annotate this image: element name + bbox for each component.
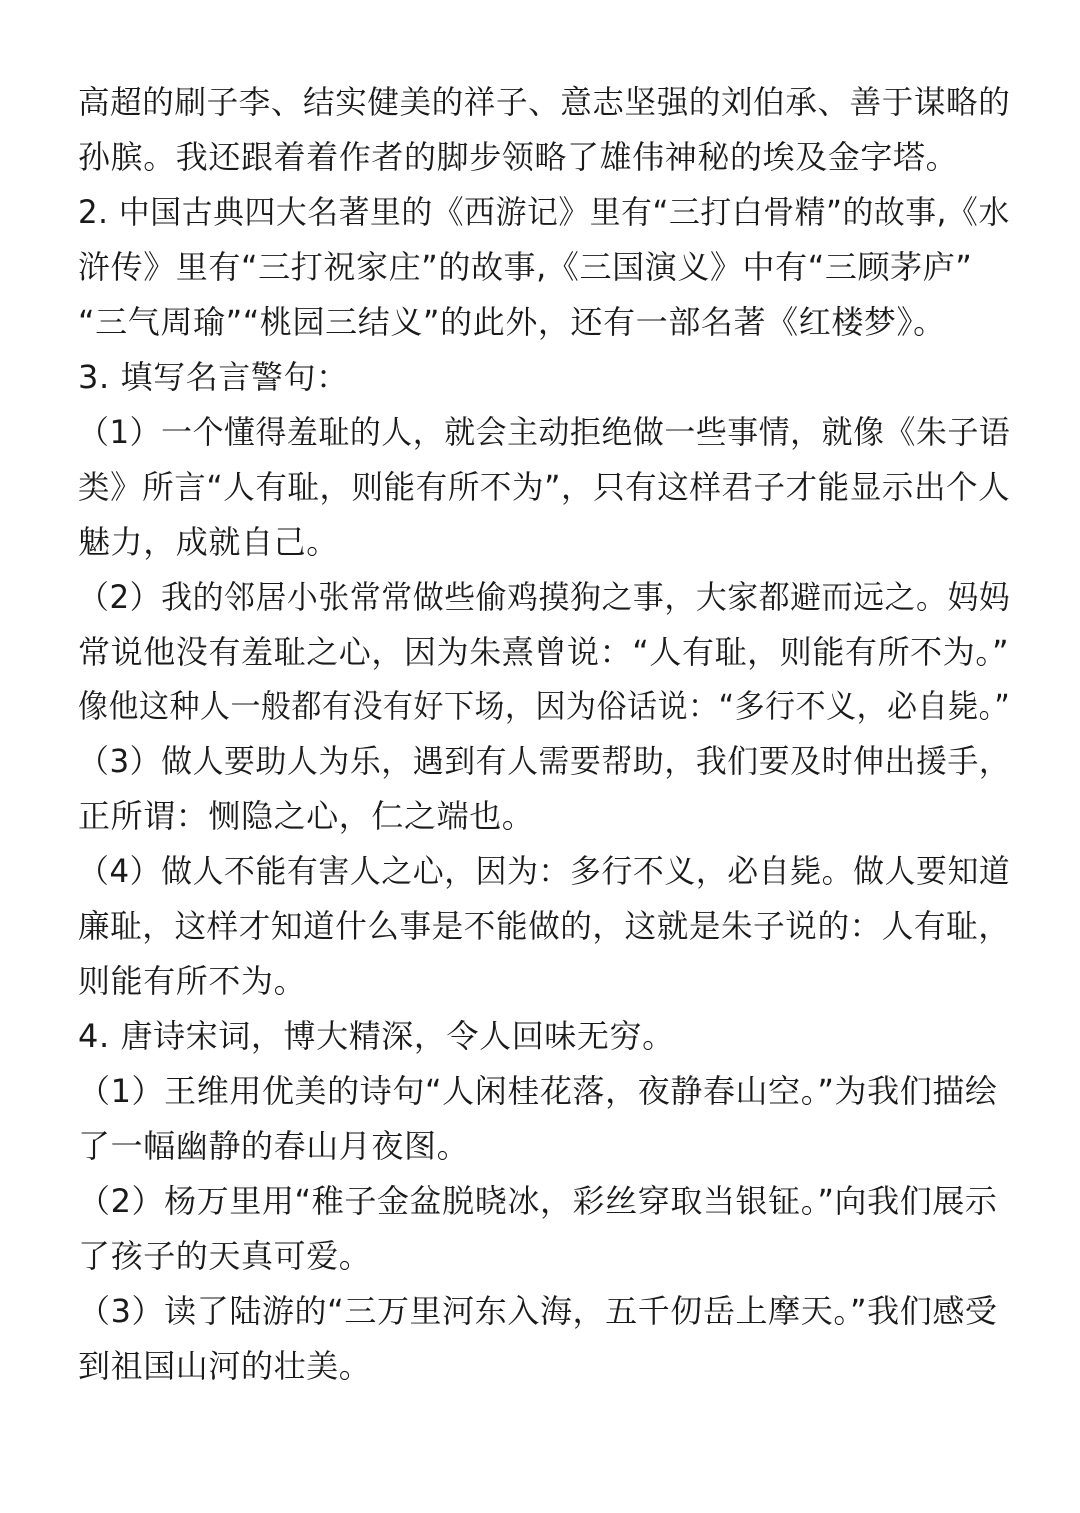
text-line: （1）王维用优美的诗句“人闲桂花落，夜静春山空。”为我们描绘: [78, 1072, 998, 1110]
text-line: （1）一个懂得羞耻的人，就会主动拒绝做一些事情，就像《朱子语: [78, 413, 1011, 451]
text-line: 魅力，成就自己。: [78, 523, 339, 561]
text-line: （2）我的邻居小张常常做些偷鸡摸狗之事，大家都避而远之。妈妈: [78, 578, 1011, 616]
text-line: 了一幅幽静的春山月夜图。: [78, 1127, 470, 1165]
text-line: （2）杨万里用“稚子金盆脱晓冰，彩丝穿取当银钲。”向我们展示: [78, 1182, 998, 1220]
text-line: 4. 唐诗宋词，博大精深，令人回味无穷。: [78, 1017, 675, 1055]
text-line: 正所谓：恻隐之心，仁之端也。: [78, 797, 535, 835]
text-line: （4）做人不能有害人之心，因为：多行不义，必自毙。做人要知道: [78, 852, 1011, 890]
text-line: （3）读了陆游的“三万里河东入海，五千仞岳上摩天。”我们感受: [78, 1292, 998, 1330]
text-line: 孙膑。我还跟着着作者的脚步领略了雄伟神秘的埃及金字塔。: [78, 138, 959, 176]
text-line: 2. 中国古典四大名著里的《西游记》里有“三打白骨精”的故事,《水: [78, 193, 1010, 231]
text-line: 到祖国山河的壮美。: [78, 1347, 372, 1385]
text-line: 则能有所不为。: [78, 962, 307, 1000]
text-line: 常说他没有羞耻之心，因为朱熹曾说：“人有耻，则能有所不为。”: [78, 633, 1010, 671]
text-line: 类》所言“人有耻，则能有所不为”，只有这样君子才能显示出个人: [78, 468, 1011, 506]
text-line: 3. 填写名言警句：: [78, 358, 349, 396]
text-line: （3）做人要助人为乐，遇到有人需要帮助，我们要及时伸出援手，: [78, 742, 1011, 780]
text-line: 廉耻，这样才知道什么事是不能做的，这就是朱子说的：人有耻，: [78, 907, 1011, 945]
text-line: 高超的刷子李、结实健美的祥子、意志坚强的刘伯承、善于谋略的: [78, 83, 1011, 121]
text-line: 像他这种人一般都有没有好下场，因为俗话说：“多行不义，必自毙。”: [78, 687, 1011, 725]
text-line: “三气周瑜”“桃园三结义”的此外，还有一部名著《红楼梦》。: [78, 303, 946, 341]
text-line: 浒传》里有“三打祝家庄”的故事,《三国演义》中有“三顾茅庐”: [78, 248, 973, 286]
text-line: 了孩子的天真可爱。: [78, 1237, 372, 1275]
